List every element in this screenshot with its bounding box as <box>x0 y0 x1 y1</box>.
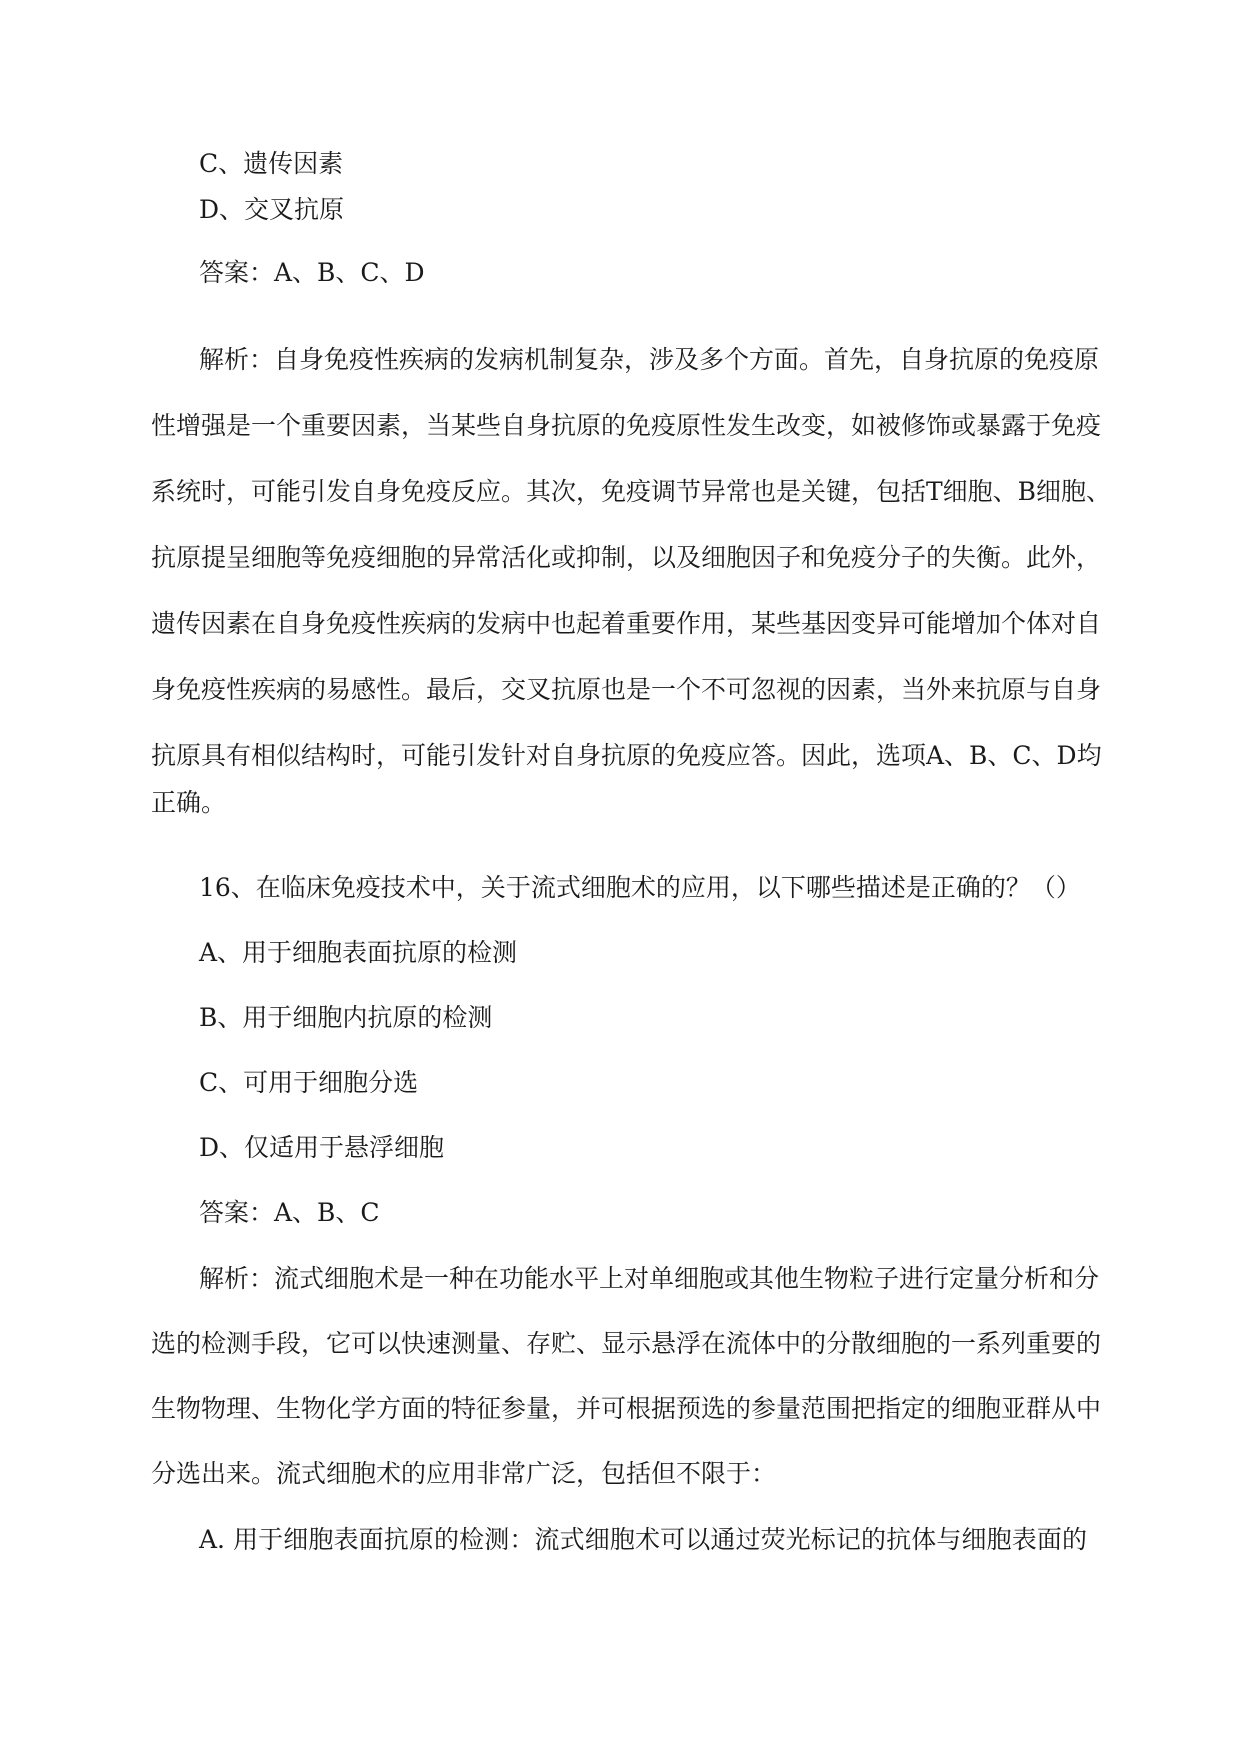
q15-analysis-line-5: 遗传因素在自身免疫性疾病的发病中也起着重要作用，某些基因变异可能增加个体对自 <box>151 609 1102 638</box>
q16-analysis-line-3: 生物物理、生物化学方面的特征参量，并可根据预选的参量范围把指定的细胞亚群从中 <box>151 1394 1102 1423</box>
q15-analysis-line-6: 身免疫性疾病的易感性。最后，交叉抗原也是一个不可忽视的因素，当外来抗原与自身 <box>151 675 1102 704</box>
q15-analysis-line-8: 正确。 <box>151 788 227 817</box>
q16-option-b: B、用于细胞内抗原的检测 <box>199 1003 493 1032</box>
q16-option-d: D、仅适用于悬浮细胞 <box>199 1133 445 1162</box>
q16-analysis-line-4: 分选出来。流式细胞术的应用非常广泛，包括但不限于： <box>151 1459 777 1488</box>
q15-option-c: C、遗传因素 <box>199 149 344 178</box>
q16-option-c: C、可用于细胞分选 <box>199 1068 419 1097</box>
q15-analysis-line-7: 抗原具有相似结构时，可能引发针对自身抗原的免疫应答。因此，选项A、B、C、D均 <box>151 741 1102 770</box>
q16-point-a: A. 用于细胞表面抗原的检测：流式细胞术可以通过荧光标记的抗体与细胞表面的 <box>199 1525 1087 1554</box>
q15-analysis-line-3: 系统时，可能引发自身免疫反应。其次，免疫调节异常也是关键，包括T细胞、B细胞、 <box>151 477 1112 506</box>
q15-analysis-line-2: 性增强是一个重要因素，当某些自身抗原的免疫原性发生改变，如被修饰或暴露于免疫 <box>151 411 1102 440</box>
q16-analysis-line-1: 解析：流式细胞术是一种在功能水平上对单细胞或其他生物粒子进行定量分析和分 <box>199 1264 1100 1293</box>
q16-option-a: A、用于细胞表面抗原的检测 <box>199 938 518 967</box>
q16-analysis-line-2: 选的检测手段，它可以快速测量、存贮、显示悬浮在流体中的分散细胞的一系列重要的 <box>151 1329 1102 1358</box>
q15-analysis-line-1: 解析：自身免疫性疾病的发病机制复杂，涉及多个方面。首先，自身抗原的免疫原 <box>199 345 1100 374</box>
q15-analysis-line-4: 抗原提呈细胞等免疫细胞的异常活化或抑制，以及细胞因子和免疫分子的失衡。此外， <box>151 543 1102 572</box>
q16-question: 16、在临床免疫技术中，关于流式细胞术的应用，以下哪些描述是正确的？（） <box>199 873 1081 902</box>
q15-answer: 答案：A、B、C、D <box>199 258 425 287</box>
q16-answer: 答案：A、B、C <box>199 1198 380 1227</box>
q15-option-d: D、交叉抗原 <box>199 195 345 224</box>
